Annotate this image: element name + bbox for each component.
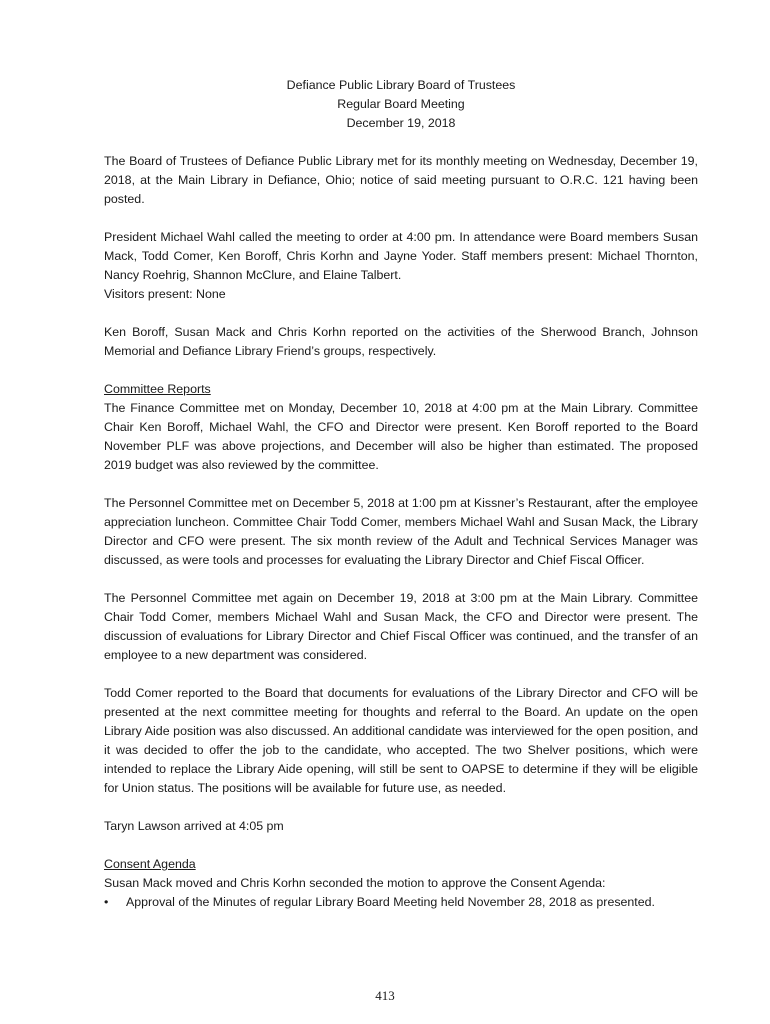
- bullet-icon: •: [104, 895, 109, 909]
- attendance-text: President Michael Wahl called the meeting to order at 4:00 pm. In attendance were Board members Susan Mack, Todd Comer, Ken Boroff, Chris Korhn and Jayne Yoder. Staff members present: Michael Thornton, Nancy Roehrig, Shannon McClure, and Elaine Talbert.: [104, 230, 698, 282]
- comer-report-paragraph: Todd Comer reported to the Board that documents for evaluations of the Library Director and CFO will be presented at the next committee meeting for thoughts and referral to the Board. An update on the open Library Aide position was also discussed. An additional candidate was interviewed for the open position, and it was decided to offer the job to the candidate, who accepted. The two Shelver positions, which were intended to replace the Library Aide opening, will still be sent to OAPSE to determine if they will be eligible for Union status. The positions will be available for future use, as needed.: [104, 686, 698, 795]
- consent-agenda-heading: Consent Agenda: [104, 857, 196, 871]
- document-page: [104, 76, 698, 912]
- finance-committee-text: The Finance Committee met on Monday, December 10, 2018 at 4:00 pm at the Main Library. Committee Chair Ken Boroff, Michael Wahl, the CFO and Director were present. Ken Boroff reported to the Board November PLF was above projections, and December will also be higher than estimated. The proposed 2019 budget was also reviewed by the committee.: [104, 401, 698, 472]
- intro-paragraph: The Board of Trustees of Defiance Public Library met for its monthly meeting on Wednesday, December 19, 2018, at the Main Library in Defiance, Ohio; notice of said meeting pursuant to O.R.C. 121 having been posted.: [104, 154, 698, 206]
- list-item-text: Approval of the Minutes of regular Library Board Meeting held November 28, 2018 as presented.: [126, 895, 655, 909]
- header-meeting-type: Regular Board Meeting: [337, 97, 465, 111]
- friends-paragraph: Ken Boroff, Susan Mack and Chris Korhn reported on the activities of the Sherwood Branch, Johnson Memorial and Defiance Library Friend’s groups, respectively.: [104, 325, 698, 358]
- page-number: 413: [375, 988, 395, 1003]
- committee-reports-heading: Committee Reports: [104, 382, 211, 396]
- header-date: December 19, 2018: [346, 116, 456, 130]
- document-header: [104, 76, 698, 133]
- consent-agenda-list: [104, 893, 698, 912]
- arrival-paragraph: Taryn Lawson arrived at 4:05 pm: [104, 819, 284, 833]
- personnel-committee-paragraph-2: The Personnel Committee met again on December 19, 2018 at 3:00 pm at the Main Library. Committee Chair Todd Comer, members Michael Wahl and Susan Mack, the CFO and Director were present. The discussion of evaluations for Library Director and Chief Fiscal Officer was continued, and the transfer of an employee to a new department was considered.: [104, 591, 698, 662]
- list-item: [104, 893, 698, 912]
- visitors-text: Visitors present: None: [104, 287, 226, 301]
- personnel-committee-paragraph-1: The Personnel Committee met on December 5, 2018 at 1:00 pm at Kissner’s Restaurant, after the employee appreciation luncheon. Committee Chair Todd Comer, members Michael Wahl and Susan Mack, the Library Director and CFO were present. The six month review of the Adult and Technical Services Manager was discussed, as were tools and processes for evaluating the Library Director and Chief Fiscal Officer.: [104, 496, 698, 567]
- finance-committee-paragraph: [104, 380, 698, 475]
- consent-agenda-section: [104, 855, 698, 912]
- attendance-paragraph: [104, 228, 698, 304]
- consent-agenda-motion: Susan Mack moved and Chris Korhn seconded the motion to approve the Consent Agenda:: [104, 876, 606, 890]
- header-organization: Defiance Public Library Board of Trustees: [286, 78, 516, 92]
